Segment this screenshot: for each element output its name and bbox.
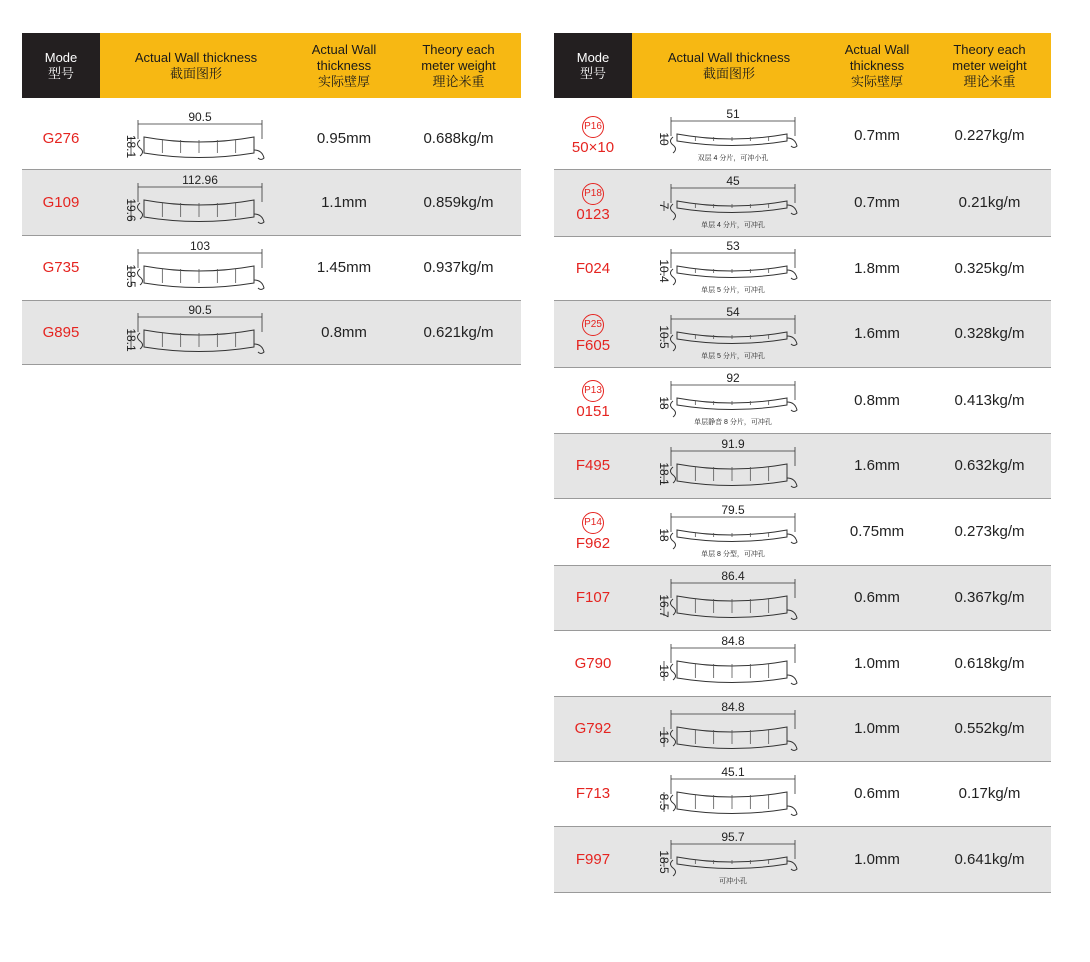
- profile-drawing: [106, 304, 286, 360]
- thickness-cell: 1.45mm: [292, 235, 396, 300]
- profile-drawing: [639, 701, 819, 757]
- profiles-table-left: [22, 33, 521, 365]
- profile-drawing: [106, 240, 286, 296]
- profile-note: 双层 4 分片，可冲小孔: [697, 154, 769, 162]
- table-row: [554, 236, 1051, 300]
- header-thickness: Actual Wall thickness 实际壁厚: [292, 33, 396, 98]
- table-row: [22, 300, 521, 364]
- width-label: 92: [726, 372, 740, 385]
- model-code: F107: [575, 589, 611, 606]
- weight-cell: 0.413kg/m: [928, 367, 1051, 433]
- profile-drawing: [106, 111, 286, 166]
- weight-cell: 0.641kg/m: [928, 826, 1051, 892]
- thickness-cell: 1.1mm: [292, 169, 396, 235]
- weight-cell: 0.227kg/m: [928, 103, 1051, 169]
- model-code: G276: [42, 129, 80, 147]
- model-code: F713: [575, 785, 611, 802]
- table-row: [554, 761, 1051, 826]
- section-cell: [100, 108, 292, 169]
- header-thickness: Actual Wall thickness 实际壁厚: [826, 33, 928, 98]
- weight-cell: 0.21kg/m: [928, 169, 1051, 236]
- profile-note: 可冲小孔: [719, 878, 747, 885]
- model-cell: [554, 300, 632, 367]
- profile-drawing: [639, 438, 819, 494]
- width-label: 45: [726, 174, 740, 188]
- profile-shape: [671, 661, 798, 685]
- model-code: G792: [574, 720, 612, 737]
- model-cell: [554, 696, 632, 761]
- profile-shape: [138, 330, 265, 354]
- model-badge: P14: [582, 512, 604, 534]
- thickness-cell: 0.8mm: [826, 367, 928, 433]
- left-table-body: [22, 98, 521, 364]
- model-code: F962: [575, 534, 611, 552]
- section-cell: [100, 235, 292, 300]
- table-row: [554, 103, 1051, 169]
- section-cell: [632, 826, 826, 892]
- profile-shape: [671, 857, 798, 876]
- height-label: 7: [657, 202, 671, 209]
- weight-cell: 0.621kg/m: [396, 300, 521, 364]
- header-section: Actual Wall thickness 截面图形: [100, 33, 292, 98]
- model-cell: [554, 565, 632, 630]
- profile-shape: [671, 266, 798, 285]
- height-label: 16: [657, 729, 671, 744]
- model-code: F605: [575, 336, 611, 354]
- thickness-cell: 0.7mm: [826, 103, 928, 169]
- width-label: 84.8: [721, 700, 745, 714]
- section-cell: [632, 761, 826, 826]
- model-badge: P25: [582, 314, 604, 336]
- model-badge: P16: [582, 116, 604, 138]
- section-cell: [632, 696, 826, 761]
- height-label: 18.1: [124, 328, 138, 352]
- model-cell: [22, 300, 100, 364]
- section-cell: [632, 498, 826, 565]
- height-label: 8.5: [657, 793, 671, 810]
- profile-shape: [671, 596, 798, 620]
- model-cell: [554, 826, 632, 892]
- profile-shape: [671, 792, 798, 816]
- section-cell: [632, 433, 826, 498]
- profile-drawing: [639, 766, 819, 822]
- height-label: 10: [657, 132, 671, 146]
- model-code: 50×10: [571, 138, 615, 156]
- model-code: G790: [574, 654, 612, 672]
- header-weight: Theory each meter weight 理论米重: [928, 33, 1051, 98]
- weight-cell: 0.688kg/m: [396, 108, 521, 169]
- section-cell: [100, 300, 292, 364]
- model-cell: [22, 235, 100, 300]
- thickness-cell: 1.0mm: [826, 826, 928, 892]
- width-label: 53: [726, 240, 740, 253]
- section-cell: [632, 367, 826, 433]
- thickness-cell: 0.95mm: [292, 108, 396, 169]
- model-cell: [554, 103, 632, 169]
- model-cell: [22, 169, 100, 235]
- profile-note: 单层 5 分片，可冲孔: [701, 352, 765, 360]
- profile-shape: [671, 134, 798, 153]
- section-cell: [100, 169, 292, 235]
- height-label: 18.5: [657, 850, 671, 874]
- height-label: 19.6: [124, 198, 138, 222]
- thickness-cell: 0.6mm: [826, 565, 928, 630]
- model-cell: [554, 630, 632, 696]
- table-row: [554, 630, 1051, 696]
- model-badge: P13: [582, 380, 604, 402]
- section-cell: [632, 565, 826, 630]
- height-label: 18: [657, 527, 671, 542]
- width-label: 51: [726, 107, 740, 121]
- profile-drawing: [639, 240, 819, 296]
- thickness-cell: 1.6mm: [826, 433, 928, 498]
- height-label: 18.1: [124, 134, 138, 158]
- profile-note: 单层 4 分片，可冲孔: [701, 221, 765, 229]
- thickness-cell: 1.0mm: [826, 696, 928, 761]
- width-label: 84.8: [721, 635, 745, 648]
- thickness-cell: 0.7mm: [826, 169, 928, 236]
- profile-shape: [671, 201, 798, 220]
- width-label: 90.5: [188, 110, 212, 124]
- profile-shape: [671, 332, 798, 351]
- thickness-cell: 0.75mm: [826, 498, 928, 565]
- model-code: 0151: [576, 403, 610, 420]
- table-row: [554, 565, 1051, 630]
- thickness-cell: 1.0mm: [826, 630, 928, 696]
- model-cell: [554, 498, 632, 565]
- thickness-cell: 0.6mm: [826, 761, 928, 826]
- weight-cell: 0.618kg/m: [928, 630, 1051, 696]
- profile-drawing: [639, 175, 819, 231]
- table-row: [554, 300, 1051, 367]
- table-row: [554, 169, 1051, 236]
- height-label: 16.7: [657, 593, 671, 618]
- width-label: 79.5: [721, 503, 745, 517]
- table-row: [554, 696, 1051, 761]
- width-label: 90.5: [188, 304, 212, 317]
- model-badge: P18: [582, 183, 604, 205]
- table-row: [554, 498, 1051, 565]
- header-mode: Mode 型号: [22, 33, 100, 98]
- profile-drawing: [639, 635, 819, 691]
- weight-cell: 0.273kg/m: [928, 498, 1051, 565]
- profile-drawing: [639, 570, 819, 626]
- model-cell: [554, 761, 632, 826]
- section-cell: [632, 630, 826, 696]
- weight-cell: 0.937kg/m: [396, 235, 521, 300]
- profile-drawing: [106, 174, 286, 230]
- profile-shape: [671, 464, 798, 488]
- width-label: 95.7: [721, 831, 745, 844]
- profile-shape: [138, 137, 265, 160]
- profile-note: 单层静音 8 分片，可冲孔: [694, 419, 772, 426]
- weight-cell: 0.17kg/m: [928, 761, 1051, 826]
- width-label: 103: [189, 239, 211, 253]
- height-label: 18.5: [124, 263, 138, 288]
- header-section: Actual Wall thickness 截面图形: [632, 33, 826, 98]
- profile-drawing: [639, 306, 819, 362]
- model-code: F495: [575, 457, 611, 474]
- weight-cell: 0.328kg/m: [928, 300, 1051, 367]
- model-cell: [554, 169, 632, 236]
- height-label: 10.5: [657, 324, 671, 349]
- width-label: 91.9: [721, 437, 745, 451]
- header-mode: Mode 型号: [554, 33, 632, 98]
- profiles-table-right: [554, 33, 1051, 893]
- weight-cell: 0.859kg/m: [396, 169, 521, 235]
- width-label: 54: [726, 305, 740, 319]
- right-table-body: [554, 98, 1051, 892]
- profile-note: 单层 5 分片，可冲孔: [701, 287, 765, 294]
- model-cell: [554, 367, 632, 433]
- table-row: [554, 367, 1051, 433]
- model-code: F997: [575, 850, 611, 868]
- profile-shape: [138, 266, 265, 290]
- model-cell: [22, 108, 100, 169]
- model-code: F024: [575, 259, 611, 277]
- height-label: 18.1: [657, 461, 671, 486]
- profile-drawing: [639, 372, 819, 428]
- section-cell: [632, 103, 826, 169]
- table-row: [22, 108, 521, 169]
- section-cell: [632, 169, 826, 236]
- weight-cell: 0.552kg/m: [928, 696, 1051, 761]
- model-code: 0123: [576, 205, 610, 223]
- section-cell: [632, 236, 826, 300]
- profile-shape: [671, 398, 798, 417]
- table-row: [554, 433, 1051, 498]
- table-spacer: [22, 98, 521, 108]
- table-row: [22, 169, 521, 235]
- profile-drawing: [639, 504, 819, 560]
- model-code: G895: [42, 323, 80, 341]
- section-cell: [632, 300, 826, 367]
- profile-shape: [671, 727, 798, 751]
- thickness-cell: 1.6mm: [826, 300, 928, 367]
- weight-cell: 0.367kg/m: [928, 565, 1051, 630]
- thickness-cell: 1.8mm: [826, 236, 928, 300]
- header-weight: Theory each meter weight 理论米重: [396, 33, 521, 98]
- table-row: [554, 826, 1051, 892]
- model-code: G109: [42, 193, 80, 211]
- model-code: G735: [42, 259, 80, 276]
- height-label: 18: [657, 664, 671, 678]
- height-label: 10.4: [657, 259, 671, 283]
- profile-shape: [138, 200, 265, 224]
- thickness-cell: 0.8mm: [292, 300, 396, 364]
- weight-cell: 0.632kg/m: [928, 433, 1051, 498]
- width-label: 86.4: [721, 569, 745, 583]
- weight-cell: 0.325kg/m: [928, 236, 1051, 300]
- width-label: 45.1: [721, 765, 745, 779]
- width-label: 112.96: [182, 174, 218, 187]
- table-row: [22, 235, 521, 300]
- profile-note: 单层 8 分型，可冲孔: [701, 550, 765, 558]
- profile-drawing: [639, 831, 819, 887]
- model-cell: [554, 433, 632, 498]
- model-cell: [554, 236, 632, 300]
- profile-shape: [671, 530, 798, 549]
- profile-drawing: [639, 108, 819, 164]
- height-label: 18: [657, 396, 671, 410]
